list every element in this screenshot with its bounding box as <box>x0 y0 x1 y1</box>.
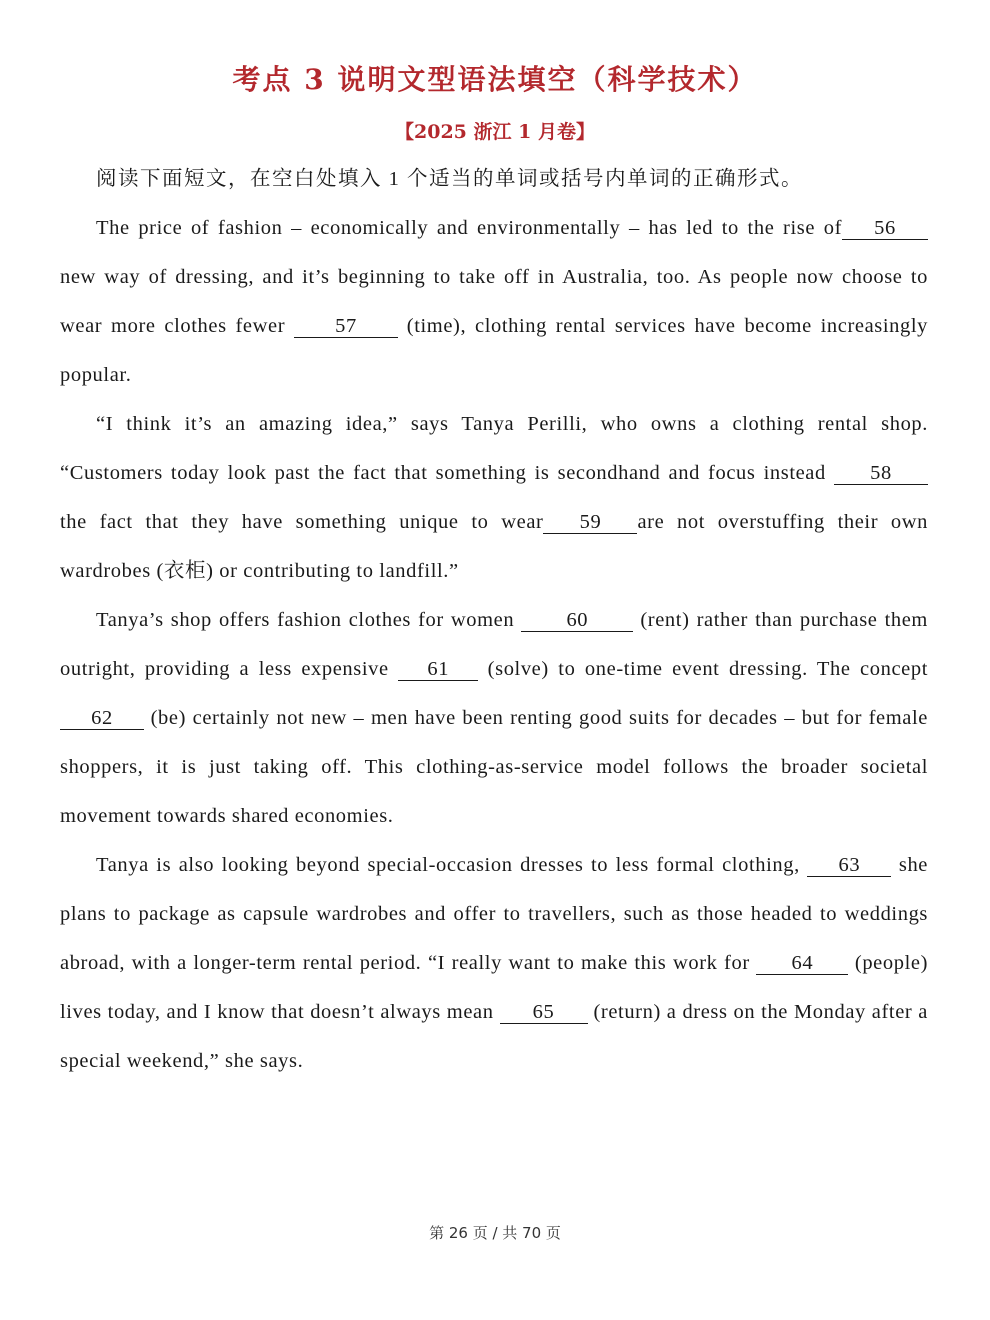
paragraph-4-text-2: she plans to package as capsule wardrobes and offer to travellers, such as those headed to weddings abroad, with a longer-term rental period. “I really want to make this work for <box>60 854 928 974</box>
blank-61: 61 <box>398 658 478 681</box>
paragraph-1-text-3: (time), clothing rental services have become increasingly popular. <box>60 315 928 386</box>
paragraph-1 <box>60 204 928 400</box>
paragraph-4-text-4: (return) a dress on the Monday after a special weekend,” she says. <box>60 1001 928 1072</box>
paragraph-2 <box>60 400 928 596</box>
paragraph-4-text-1: Tanya is also looking beyond special-occasion dresses to less formal clothing, <box>96 854 808 876</box>
paragraph-3-text-1: Tanya’s shop offers fashion clothes for women <box>96 609 522 631</box>
blank-63: 63 <box>807 854 891 877</box>
blank-60: 60 <box>521 609 633 632</box>
paragraph-4 <box>60 841 928 1086</box>
paragraph-4-text-3: (people) lives today, and I know that doesn’t always mean <box>60 952 928 1023</box>
page-title: 考点 3 说明文型语法填空（科学技术） <box>232 63 758 96</box>
passage-body <box>60 155 928 1086</box>
paragraph-3 <box>60 596 928 841</box>
page-number-footer: 第 26 页 / 共 70 页 <box>429 1224 561 1242</box>
paragraph-2-text-3: are not overstuffing their own wardrobes (衣柜) or contributing to landfill.” <box>60 511 929 582</box>
paragraph-1-text-2: new way of dressing, and it’s beginning to take off in Australia, too. As people now choose to wear more clothes fewer <box>60 266 928 337</box>
paragraph-3-text-3: (solve) to one-time event dressing. The concept <box>478 658 929 680</box>
paragraph-3-text-2: (rent) rather than purchase them outright, providing a less expensive <box>60 609 928 680</box>
paragraph-1-text-1: The price of fashion – economically and environmentally – has led to the rise of <box>96 217 842 239</box>
paragraph-3-text-4: (be) certainly not new – men have been renting good suits for decades – but for female shoppers, it is just taking off. This clothing-as-service model follows the broader societal movement towards shared economies. <box>60 707 928 827</box>
blank-62: 62 <box>60 707 144 730</box>
blank-64: 64 <box>756 952 848 975</box>
blank-58: 58 <box>834 462 928 485</box>
blank-57: 57 <box>294 315 398 338</box>
instruction-text: 阅读下面短文，在空白处填入 1 个适当的单词或括号内单词的正确形式。 <box>96 168 803 190</box>
exam-source-label: 【2025 浙江 1 月卷】 <box>395 121 595 143</box>
paragraph-2-text-2: the fact that they have something unique to wear <box>60 511 544 533</box>
blank-65: 65 <box>500 1001 588 1024</box>
blank-56: 56 <box>842 217 928 240</box>
paragraph-2-text-1: “I think it’s an amazing idea,” says Tanya Perilli, who owns a clothing rental shop. “Customers today look past the fact that something is secondhand and focus instead <box>60 413 928 484</box>
blank-59: 59 <box>543 511 637 534</box>
